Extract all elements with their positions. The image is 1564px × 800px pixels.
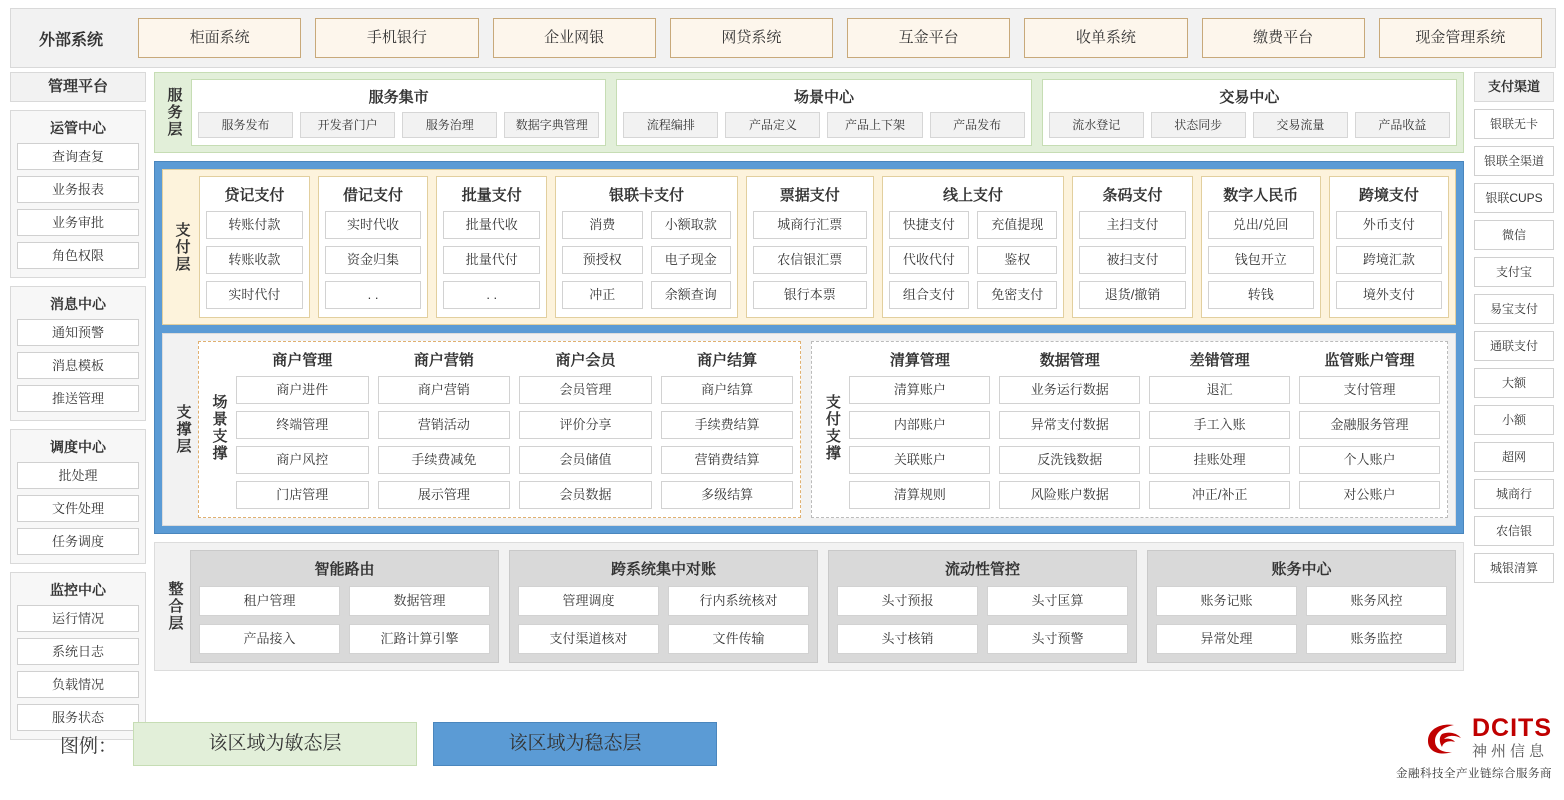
payment-item[interactable]: 批量代付: [443, 246, 540, 274]
support-layer-label: 支撑层: [174, 404, 192, 455]
integration-item[interactable]: 账务记账: [1156, 586, 1297, 616]
payment-item[interactable]: 境外支付: [1336, 281, 1442, 309]
payment-item[interactable]: 组合支付: [889, 281, 969, 309]
payment-item[interactable]: 转钱: [1208, 281, 1314, 309]
support-item[interactable]: 营销活动: [378, 411, 511, 439]
left-group-item[interactable]: 消息模板: [17, 352, 139, 379]
left-group-item[interactable]: 运行情况: [17, 605, 139, 632]
support-groups: [196, 341, 1448, 518]
card-title: 贷记支付: [224, 187, 285, 204]
support-item[interactable]: 清算账户: [849, 376, 990, 404]
support-item[interactable]: 商户进件: [236, 376, 369, 404]
integration-item[interactable]: 租户管理: [199, 586, 340, 616]
error-management-col: [1149, 347, 1290, 509]
support-item[interactable]: 门店管理: [236, 481, 369, 509]
payment-support-label: 支付支撑: [823, 394, 841, 462]
support-item[interactable]: 展示管理: [378, 481, 511, 509]
support-item[interactable]: 关联账户: [849, 446, 990, 474]
payment-item[interactable]: 钱包开立: [1208, 246, 1314, 274]
service-layer-label: 服务层: [165, 87, 183, 138]
card-debit-payment: [318, 176, 429, 318]
cross-system-reconciliation-box: [509, 550, 818, 663]
payment-item[interactable]: 转账付款: [206, 211, 303, 239]
left-group-item[interactable]: 任务调度: [17, 528, 139, 555]
box-title: 流动性管控: [944, 561, 1020, 578]
card-title: 线上支付: [943, 187, 1004, 204]
left-group-schedule: [10, 429, 146, 564]
management-platform-title: 管理平台: [10, 72, 146, 102]
support-item[interactable]: 手工入账: [1149, 411, 1290, 439]
support-item[interactable]: 反洗钱数据: [999, 446, 1140, 474]
payment-item[interactable]: 小额取款: [651, 211, 731, 239]
integration-item[interactable]: 异常处理: [1156, 624, 1297, 654]
external-system-item[interactable]: 网贷系统: [670, 18, 833, 58]
support-item[interactable]: 内部账户: [849, 411, 990, 439]
merchant-marketing-col: [378, 347, 511, 509]
payment-item[interactable]: 余额查询: [651, 281, 731, 309]
support-item[interactable]: 多级结算: [661, 481, 794, 509]
support-item[interactable]: 评价分享: [519, 411, 652, 439]
scene-center-box: [616, 79, 1031, 146]
left-group-item[interactable]: 批处理: [17, 462, 139, 489]
card-title: 批量支付: [461, 187, 522, 204]
left-group-item[interactable]: 文件处理: [17, 495, 139, 522]
stable-block: [154, 161, 1464, 534]
chip-row: [198, 112, 599, 138]
payment-channel-column: [1474, 72, 1554, 583]
integration-item[interactable]: 账务监控: [1306, 624, 1447, 654]
card-title: 借记支付: [343, 187, 404, 204]
integration-item[interactable]: 头寸匡算: [987, 586, 1128, 616]
support-item[interactable]: 营销费结算: [661, 446, 794, 474]
card-cross-border-payment: [1329, 176, 1449, 318]
left-group-item[interactable]: 查询查复: [17, 143, 139, 170]
col-title: 商户营销: [413, 352, 474, 369]
box-title: 智能路由: [314, 561, 375, 578]
external-system-item[interactable]: 缴费平台: [1202, 18, 1365, 58]
external-system-item[interactable]: 手机银行: [315, 18, 478, 58]
left-group-item[interactable]: 角色权限: [17, 242, 139, 269]
left-group-message: [10, 286, 146, 421]
left-group-monitor: [10, 572, 146, 740]
card-bill-payment: [746, 176, 874, 318]
payment-item[interactable]: 兑出/兑回: [1208, 211, 1314, 239]
service-item[interactable]: 交易流量: [1253, 112, 1348, 138]
card-batch-payment: [436, 176, 547, 318]
left-group-item[interactable]: 推送管理: [17, 385, 139, 412]
support-item[interactable]: 商户营销: [378, 376, 511, 404]
management-platform-column: [10, 72, 146, 740]
support-item[interactable]: 清算规则: [849, 481, 990, 509]
legend: [60, 722, 717, 766]
box-title: 交易中心: [1219, 89, 1280, 106]
payment-channel-item[interactable]: 支付宝: [1474, 257, 1554, 287]
support-item[interactable]: 金融服务管理: [1299, 411, 1440, 439]
service-market-box: [191, 79, 606, 146]
col-title: 清算管理: [889, 352, 950, 369]
main-area: [10, 72, 1554, 725]
payment-channel-item[interactable]: 微信: [1474, 220, 1554, 250]
integration-item[interactable]: 头寸核销: [837, 624, 978, 654]
payment-item[interactable]: 城商行汇票: [753, 211, 867, 239]
support-item[interactable]: 会员储值: [519, 446, 652, 474]
integration-item[interactable]: 文件传输: [668, 624, 809, 654]
integration-item[interactable]: 数据管理: [349, 586, 490, 616]
external-system-item[interactable]: 现金管理系统: [1379, 18, 1542, 58]
external-systems-items: [131, 18, 1555, 58]
payment-channel-item[interactable]: 城银清算: [1474, 553, 1554, 583]
accounting-center-box: [1147, 550, 1456, 663]
col-title: 商户会员: [555, 352, 616, 369]
card-digital-rmb: [1201, 176, 1321, 318]
external-system-item[interactable]: 收单系统: [1024, 18, 1187, 58]
payment-channel-item[interactable]: 超网: [1474, 442, 1554, 472]
external-systems-bar: [10, 8, 1556, 68]
payment-channel-item[interactable]: 银联CUPS: [1474, 183, 1554, 213]
card-barcode-payment: [1072, 176, 1192, 318]
service-layer-boxes: [187, 79, 1457, 146]
external-systems-title: 外部系统: [38, 31, 103, 49]
support-item[interactable]: 终端管理: [236, 411, 369, 439]
external-system-item[interactable]: 企业网银: [493, 18, 656, 58]
payment-item[interactable]: 银行本票: [753, 281, 867, 309]
merchant-settlement-col: [661, 347, 794, 509]
external-system-item[interactable]: 互金平台: [847, 18, 1010, 58]
box-title: 跨系统集中对账: [610, 561, 716, 578]
service-item[interactable]: 产品定义: [725, 112, 820, 138]
service-item[interactable]: 产品上下架: [827, 112, 922, 138]
left-group-item[interactable]: 通知预警: [17, 319, 139, 346]
support-item[interactable]: 会员数据: [519, 481, 652, 509]
logo-en-text: DCITS: [1472, 714, 1552, 742]
data-management-col: [999, 347, 1140, 509]
integration-item[interactable]: 头寸预报: [837, 586, 978, 616]
service-item[interactable]: 开发者门户: [300, 112, 395, 138]
box-title: 服务集市: [368, 89, 429, 106]
payment-item[interactable]: 主扫支付: [1079, 211, 1185, 239]
service-item[interactable]: 状态同步: [1151, 112, 1246, 138]
support-item[interactable]: 冲正/补正: [1149, 481, 1290, 509]
external-system-item[interactable]: 柜面系统: [138, 18, 301, 58]
left-group-item[interactable]: 系统日志: [17, 638, 139, 665]
payment-item[interactable]: 快捷支付: [889, 211, 969, 239]
support-item[interactable]: 挂账处理: [1149, 446, 1290, 474]
box-title: 账务中心: [1271, 561, 1332, 578]
col-title: 商户管理: [272, 352, 333, 369]
service-item[interactable]: 产品收益: [1355, 112, 1450, 138]
legend-stable-layer: 该区域为稳态层: [433, 722, 717, 766]
legend-label: 图例：: [60, 735, 118, 757]
service-item[interactable]: 数据字典管理: [504, 112, 599, 138]
dcits-mark-icon: [1424, 721, 1464, 757]
support-layer: [162, 333, 1456, 526]
payment-item[interactable]: 鉴权: [977, 246, 1057, 274]
smart-routing-box: [190, 550, 499, 663]
payment-item[interactable]: 实时代付: [206, 281, 303, 309]
payment-channel-item[interactable]: 银联无卡: [1474, 109, 1554, 139]
integration-item[interactable]: 管理调度: [518, 586, 659, 616]
merchant-member-col: [519, 347, 652, 509]
payment-layer: [162, 169, 1456, 325]
integration-layer-label: 整合层: [166, 581, 184, 632]
col-title: 监管账户管理: [1324, 352, 1415, 369]
card-credit-payment: [199, 176, 310, 318]
payment-channel-item[interactable]: 城商行: [1474, 479, 1554, 509]
support-item[interactable]: 风险账户数据: [999, 481, 1140, 509]
payment-item[interactable]: 免密支付: [977, 281, 1057, 309]
transaction-center-box: [1042, 79, 1457, 146]
card-title: 条码支付: [1102, 187, 1163, 204]
left-group-title: 运管中心: [50, 120, 106, 136]
payment-item[interactable]: 被扫支付: [1079, 246, 1185, 274]
payment-cards: [195, 176, 1449, 318]
service-item[interactable]: 服务治理: [402, 112, 497, 138]
col-title: 差错管理: [1189, 352, 1250, 369]
payment-channel-item[interactable]: 银联全渠道: [1474, 146, 1554, 176]
payment-channel-item[interactable]: 通联支付: [1474, 331, 1554, 361]
left-group-item[interactable]: 业务报表: [17, 176, 139, 203]
card-online-payment: [882, 176, 1065, 318]
left-group-item[interactable]: 服务状态: [17, 704, 139, 731]
integration-item[interactable]: 头寸预警: [987, 624, 1128, 654]
integration-item[interactable]: 账务风控: [1306, 586, 1447, 616]
payment-item[interactable]: 批量代收: [443, 211, 540, 239]
integration-item[interactable]: 汇路计算引擎: [349, 624, 490, 654]
logo-slogan: 金融科技全产业链综合服务商: [1396, 768, 1552, 780]
company-logo: [1302, 716, 1552, 781]
legend-agile-layer: 该区域为敏态层: [133, 722, 417, 766]
payment-item[interactable]: 消费: [562, 211, 642, 239]
card-unionpay-card-payment: [555, 176, 738, 318]
service-item[interactable]: 流水登记: [1049, 112, 1144, 138]
payment-channel-item[interactable]: 农信银: [1474, 516, 1554, 546]
integration-item[interactable]: 支付渠道核对: [518, 624, 659, 654]
payment-item[interactable]: 农信银汇票: [753, 246, 867, 274]
payment-channel-item[interactable]: 小额: [1474, 405, 1554, 435]
support-item[interactable]: 退汇: [1149, 376, 1290, 404]
payment-item[interactable]: 预授权: [562, 246, 642, 274]
payment-item[interactable]: . .: [325, 281, 422, 309]
left-group-item[interactable]: 业务审批: [17, 209, 139, 236]
scene-support-group: [198, 341, 801, 518]
card-title: 跨境支付: [1358, 187, 1419, 204]
support-item[interactable]: 手续费结算: [661, 411, 794, 439]
support-item[interactable]: 异常支付数据: [999, 411, 1140, 439]
payment-item[interactable]: 电子现金: [651, 246, 731, 274]
support-item[interactable]: 商户结算: [661, 376, 794, 404]
left-group-title: 消息中心: [50, 296, 106, 312]
card-title: 数字人民币: [1223, 187, 1299, 204]
card-title: 银联卡支付: [608, 187, 684, 204]
merchant-management-col: [236, 347, 369, 509]
payment-support-group: [811, 341, 1448, 518]
col-title: 商户结算: [697, 352, 758, 369]
integration-boxes: [188, 550, 1456, 663]
scene-support-label: 场景支撑: [210, 394, 228, 462]
payment-item[interactable]: 外币支付: [1336, 211, 1442, 239]
clearing-management-col: [849, 347, 990, 509]
payment-item[interactable]: 冲正: [562, 281, 642, 309]
col-title: 数据管理: [1039, 352, 1100, 369]
support-item[interactable]: 手续费减免: [378, 446, 511, 474]
payment-item[interactable]: 代收代付: [889, 246, 969, 274]
payment-item[interactable]: 退货/撤销: [1079, 281, 1185, 309]
chip-row: [623, 112, 1024, 138]
support-item[interactable]: 个人账户: [1299, 446, 1440, 474]
payment-item[interactable]: 资金归集: [325, 246, 422, 274]
payment-item[interactable]: 充值提现: [977, 211, 1057, 239]
payment-layer-label: 支付层: [173, 221, 191, 273]
left-group-title: 调度中心: [50, 439, 106, 455]
box-title: 场景中心: [793, 89, 854, 106]
liquidity-control-box: [828, 550, 1137, 663]
payment-item[interactable]: 跨境汇款: [1336, 246, 1442, 274]
payment-channel-title: 支付渠道: [1474, 72, 1554, 102]
support-item[interactable]: 业务运行数据: [999, 376, 1140, 404]
support-item[interactable]: 对公账户: [1299, 481, 1440, 509]
payment-channel-item[interactable]: 易宝支付: [1474, 294, 1554, 324]
integration-item[interactable]: 产品接入: [199, 624, 340, 654]
integration-layer: [154, 542, 1464, 671]
payment-item[interactable]: 实时代收: [325, 211, 422, 239]
logo-cn-text: 神州信息: [1472, 743, 1549, 760]
left-group-operations: [10, 110, 146, 278]
card-title: 票据支付: [779, 187, 840, 204]
left-group-title: 监控中心: [50, 582, 106, 598]
payment-item[interactable]: . .: [443, 281, 540, 309]
support-item[interactable]: 商户风控: [236, 446, 369, 474]
architecture-stack: [154, 72, 1464, 671]
service-item[interactable]: 服务发布: [198, 112, 293, 138]
service-layer: [154, 72, 1464, 153]
integration-item[interactable]: 行内系统核对: [668, 586, 809, 616]
service-item[interactable]: 流程编排: [623, 112, 718, 138]
chip-row: [1049, 112, 1450, 138]
regulatory-account-col: [1299, 347, 1440, 509]
support-item[interactable]: 会员管理: [519, 376, 652, 404]
left-group-item[interactable]: 负载情况: [17, 671, 139, 698]
support-item[interactable]: 支付管理: [1299, 376, 1440, 404]
service-item[interactable]: 产品发布: [930, 112, 1025, 138]
payment-item[interactable]: 转账收款: [206, 246, 303, 274]
payment-channel-item[interactable]: 大额: [1474, 368, 1554, 398]
